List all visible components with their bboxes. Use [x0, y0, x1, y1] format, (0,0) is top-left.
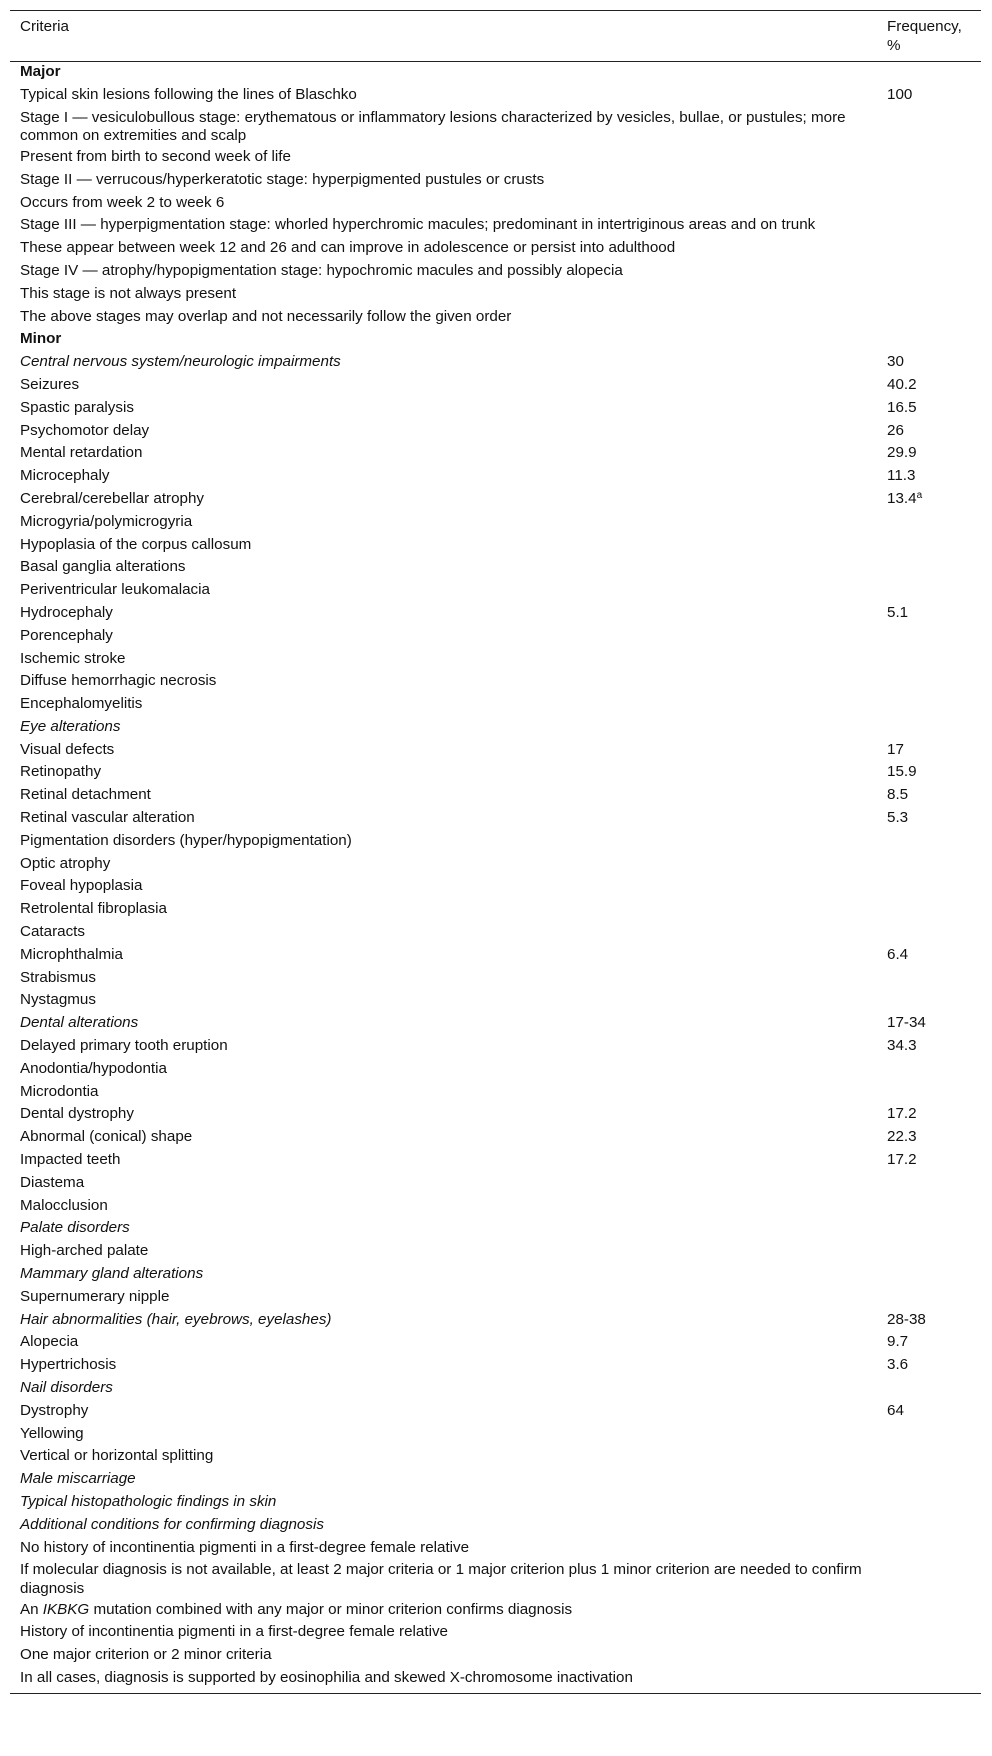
frequency-cell	[877, 147, 981, 170]
table-row	[10, 489, 981, 512]
criteria-cell: Supernumerary nipple	[20, 1287, 170, 1305]
criteria-cell: Typical histopathologic findings in skin	[20, 1492, 277, 1510]
frequency-cell	[877, 785, 981, 808]
criteria-cell: If molecular diagnosis is not available, at least 2 major criteria or 1 major criterion plus 1 minor criterion are needed to confirm diagnosis	[20, 1561, 862, 1597]
criteria-cell: Vertical or horizontal splitting	[20, 1447, 214, 1465]
frequency-value: 30	[887, 353, 904, 371]
frequency-cell	[877, 990, 981, 1013]
table-row	[10, 694, 981, 717]
criteria-cell: Hydrocephaly	[20, 603, 113, 621]
frequency-cell	[877, 740, 981, 763]
header-row	[10, 11, 981, 62]
table-row	[10, 671, 981, 694]
frequency-cell	[877, 1264, 981, 1287]
table-row	[10, 1332, 981, 1355]
criteria-cell: Central nervous system/neurologic impairments	[20, 353, 341, 371]
table-row	[10, 1196, 981, 1219]
criteria-cell: These appear between week 12 and 26 and can improve in adolescence or persist into adulthood	[20, 239, 676, 257]
frequency-value: 22.3	[887, 1128, 917, 1146]
frequency-cell	[877, 535, 981, 558]
table-row	[10, 762, 981, 785]
criteria-cell: Alopecia	[20, 1333, 79, 1351]
frequency-cell	[877, 1622, 981, 1645]
table-row	[10, 1059, 981, 1082]
criteria-cell: Dental alterations	[20, 1014, 139, 1032]
frequency-value: 40.2	[887, 375, 917, 393]
table-row	[10, 443, 981, 466]
subheading-row	[10, 1492, 981, 1515]
table-row	[10, 1082, 981, 1105]
frequency-cell	[877, 945, 981, 968]
frequency-cell	[877, 854, 981, 877]
frequency-cell	[877, 1446, 981, 1469]
criteria-cell: Minor	[20, 330, 62, 348]
criteria-cell: Nail disorders	[20, 1379, 113, 1396]
table-row	[10, 284, 981, 307]
frequency-cell	[877, 512, 981, 535]
frequency-cell	[877, 968, 981, 991]
frequency-cell	[877, 421, 981, 444]
frequency-cell	[877, 626, 981, 649]
frequency-cell	[877, 1355, 981, 1378]
criteria-cell: This stage is not always present	[20, 284, 237, 302]
table-row	[10, 147, 981, 170]
frequency-cell	[877, 170, 981, 193]
criteria-cell: Stage I — vesiculobullous stage: erythematous or inflammatory lesions characterized by vesicles, bullae, or pustules; more common on extremities and scalp	[20, 108, 846, 145]
frequency-value: 17.2	[887, 1151, 917, 1169]
criteria-cell: Dystrophy	[20, 1401, 89, 1419]
section-row	[10, 329, 981, 352]
header-frequency: Frequency, %	[877, 11, 981, 62]
frequency-value: 8.5	[887, 786, 909, 804]
criteria-cell: Retrolental fibroplasia	[20, 900, 167, 918]
criteria-cell: Malocclusion	[20, 1196, 108, 1214]
criteria-cell: Periventricular leukomalacia	[20, 581, 210, 599]
table-row	[10, 1127, 981, 1150]
criteria-table	[10, 10, 981, 1694]
table-row	[10, 899, 981, 922]
table-row	[10, 808, 981, 831]
criteria-cell: Hypertrichosis	[20, 1356, 117, 1374]
table-row	[10, 1538, 981, 1561]
frequency-cell	[877, 1332, 981, 1355]
table-row	[10, 215, 981, 238]
criteria-cell: Dental dystrophy	[20, 1105, 134, 1123]
table-row	[10, 108, 981, 147]
frequency-cell	[877, 1127, 981, 1150]
frequency-cell	[877, 717, 981, 740]
table-row	[10, 1036, 981, 1059]
gene-name: IKBKG	[42, 1600, 90, 1618]
criteria-cell: Cataracts	[20, 923, 85, 941]
subheading-row	[10, 1310, 981, 1333]
frequency-cell	[877, 1469, 981, 1492]
table-row	[10, 421, 981, 444]
criteria-cell: Encephalomyelitis	[20, 695, 143, 713]
frequency-value: 6.4	[887, 945, 909, 963]
table-row	[10, 580, 981, 603]
table-row	[10, 1241, 981, 1264]
frequency-cell	[877, 1645, 981, 1668]
table-row	[10, 876, 981, 899]
criteria-cell: Retinal vascular alteration	[20, 809, 195, 827]
frequency-cell	[877, 398, 981, 421]
criteria-cell: Foveal hypoplasia	[20, 877, 143, 895]
section-row	[10, 62, 981, 85]
frequency-cell	[877, 62, 981, 85]
frequency-cell	[877, 762, 981, 785]
frequency-value: 16.5	[887, 398, 917, 416]
frequency-value: 17	[887, 740, 904, 758]
table-row	[10, 785, 981, 808]
frequency-value: 9.7	[887, 1333, 909, 1351]
criteria-cell: Palate disorders	[20, 1219, 130, 1237]
subheading-row	[10, 1264, 981, 1287]
table-row	[10, 512, 981, 535]
table-row	[10, 1622, 981, 1645]
criteria-cell: Microphthalmia	[20, 945, 123, 963]
criteria-cell: Porencephaly	[20, 626, 113, 644]
frequency-cell	[877, 443, 981, 466]
criteria-cell: Anodontia/hypodontia	[20, 1059, 167, 1077]
frequency-cell	[877, 1059, 981, 1082]
table-row	[10, 170, 981, 193]
frequency-cell	[877, 899, 981, 922]
frequency-cell	[877, 1401, 981, 1424]
criteria-cell: Eye alterations	[20, 717, 121, 735]
table-row	[10, 1600, 981, 1623]
frequency-cell	[877, 238, 981, 261]
criteria-cell: Psychomotor delay	[20, 421, 150, 439]
frequency-value: 26	[887, 421, 904, 439]
footnote-marker: a	[916, 489, 923, 501]
criteria-cell: Basal ganglia alterations	[20, 558, 186, 576]
frequency-cell	[877, 1668, 981, 1693]
subheading-row	[10, 1515, 981, 1538]
criteria-cell: In all cases, diagnosis is supported by eosinophilia and skewed X-chromosome inactivation	[10, 1668, 877, 1693]
table-row	[10, 307, 981, 330]
frequency-cell	[877, 1150, 981, 1173]
table-row	[10, 1645, 981, 1668]
criteria-cell: Yellowing	[20, 1424, 84, 1442]
criteria-cell: Cerebral/cerebellar atrophy	[20, 489, 205, 507]
criteria-cell: Delayed primary tooth eruption	[20, 1037, 228, 1055]
frequency-cell	[877, 1241, 981, 1264]
criteria-cell: Retinal detachment	[20, 786, 151, 804]
criteria-table-container	[10, 10, 981, 1694]
frequency-cell	[877, 876, 981, 899]
frequency-cell	[877, 1104, 981, 1127]
frequency-cell	[877, 1013, 981, 1036]
frequency-cell	[877, 466, 981, 489]
frequency-cell	[877, 1082, 981, 1105]
criteria-cell	[10, 1600, 877, 1623]
frequency-cell	[877, 603, 981, 626]
criteria-cell: Pigmentation disorders (hyper/hypopigmentation)	[20, 831, 352, 849]
frequency-cell	[877, 1492, 981, 1515]
table-row	[10, 557, 981, 580]
table-row	[10, 238, 981, 261]
frequency-cell	[877, 108, 981, 147]
table-row	[10, 990, 981, 1013]
table-row	[10, 1150, 981, 1173]
criteria-cell: Mental retardation	[20, 444, 143, 462]
frequency-cell	[877, 1560, 981, 1599]
criteria-cell: The above stages may overlap and not necessarily follow the given order	[20, 307, 512, 325]
frequency-cell	[877, 649, 981, 672]
frequency-cell	[877, 1196, 981, 1219]
frequency-cell	[877, 307, 981, 330]
frequency-cell	[877, 215, 981, 238]
table-row	[10, 603, 981, 626]
frequency-value: 28-38	[887, 1310, 926, 1328]
frequency-cell	[877, 1378, 981, 1401]
frequency-cell	[877, 261, 981, 284]
subheading-row	[10, 717, 981, 740]
criteria-cell: No history of incontinentia pigmenti in a first-degree female relative	[20, 1538, 470, 1556]
table-row	[10, 398, 981, 421]
frequency-cell	[877, 352, 981, 375]
criteria-cell: Visual defects	[20, 740, 115, 758]
criteria-cell: Diffuse hemorrhagic necrosis	[20, 672, 217, 690]
criteria-cell: One major criterion or 2 minor criteria	[20, 1646, 272, 1664]
criteria-cell: Impacted teeth	[20, 1151, 121, 1169]
frequency-cell	[877, 489, 981, 512]
criteria-cell: Mammary gland alterations	[20, 1265, 204, 1283]
frequency-cell	[877, 1424, 981, 1447]
frequency-value: 34.3	[887, 1037, 917, 1055]
subheading-row	[10, 1218, 981, 1241]
criteria-cell: Hair abnormalities (hair, eyebrows, eyelashes)	[20, 1310, 332, 1328]
table-row	[10, 854, 981, 877]
table-row	[10, 1173, 981, 1196]
table-row	[10, 945, 981, 968]
frequency-cell	[877, 1218, 981, 1241]
table-row	[10, 466, 981, 489]
subheading-row	[10, 1013, 981, 1036]
frequency-cell	[877, 808, 981, 831]
table-row	[10, 261, 981, 284]
criteria-cell: Major	[20, 63, 61, 81]
frequency-cell	[877, 694, 981, 717]
criteria-text: An	[20, 1600, 43, 1618]
criteria-text: mutation combined with any major or minor criterion confirms diagnosis	[89, 1600, 573, 1618]
criteria-cell: Additional conditions for confirming diagnosis	[20, 1515, 324, 1533]
table-row	[10, 85, 981, 108]
frequency-cell	[877, 1515, 981, 1538]
criteria-cell: Nystagmus	[20, 991, 96, 1009]
table-row	[10, 193, 981, 216]
criteria-cell: Retinopathy	[20, 763, 102, 781]
criteria-cell: Hypoplasia of the corpus callosum	[20, 535, 252, 553]
criteria-cell: Optic atrophy	[20, 854, 111, 872]
criteria-cell: Stage II — verrucous/hyperkeratotic stage: hyperpigmented pustules or crusts	[20, 170, 545, 188]
table-row	[10, 626, 981, 649]
criteria-cell: Stage IV — atrophy/hypopigmentation stage: hypochromic macules and possibly alopecia	[20, 261, 623, 279]
table-row	[10, 1287, 981, 1310]
frequency-value: 3.6	[887, 1356, 909, 1374]
criteria-cell: Male miscarriage	[20, 1470, 136, 1488]
frequency-cell	[877, 1310, 981, 1333]
table-row	[10, 1668, 981, 1693]
frequency-value: 5.3	[887, 809, 909, 827]
table-row	[10, 1424, 981, 1447]
table-row	[10, 1560, 981, 1599]
criteria-cell: Ischemic stroke	[20, 649, 126, 667]
table-row	[10, 1446, 981, 1469]
frequency-cell	[877, 557, 981, 580]
criteria-cell: High-arched palate	[20, 1242, 149, 1260]
frequency-value: 11.3	[887, 467, 916, 485]
criteria-cell: Occurs from week 2 to week 6	[20, 193, 225, 211]
frequency-cell	[877, 85, 981, 108]
criteria-cell: Strabismus	[20, 968, 96, 986]
frequency-cell	[877, 193, 981, 216]
criteria-cell: Stage III — hyperpigmentation stage: whorled hyperchromic macules; predominant in intertriginous areas and on trunk	[20, 216, 816, 234]
frequency-value: 5.1	[887, 603, 909, 621]
frequency-cell	[877, 1036, 981, 1059]
criteria-cell: History of incontinentia pigmenti in a first-degree female relative	[20, 1623, 448, 1641]
header-criteria: Criteria	[10, 11, 877, 62]
table-row	[10, 649, 981, 672]
frequency-value: 13.4	[887, 489, 917, 507]
subheading-row	[10, 1378, 981, 1401]
frequency-cell	[877, 1600, 981, 1623]
frequency-cell	[877, 1287, 981, 1310]
table-row	[10, 535, 981, 558]
criteria-cell: Diastema	[20, 1173, 85, 1191]
table-row	[10, 375, 981, 398]
table-header	[10, 11, 981, 62]
criteria-cell: Abnormal (conical) shape	[20, 1128, 193, 1146]
frequency-cell	[877, 375, 981, 398]
criteria-cell: Microgyria/polymicrogyria	[20, 512, 193, 530]
frequency-cell	[877, 831, 981, 854]
table-row	[10, 831, 981, 854]
frequency-value: 64	[887, 1401, 904, 1419]
frequency-cell	[877, 1538, 981, 1561]
frequency-cell	[877, 671, 981, 694]
subheading-row	[10, 352, 981, 375]
criteria-cell: Typical skin lesions following the lines of Blaschko	[20, 85, 357, 103]
table-body	[10, 62, 981, 1694]
criteria-cell: Microdontia	[20, 1082, 99, 1100]
frequency-cell	[877, 580, 981, 603]
criteria-cell: Seizures	[20, 375, 80, 393]
table-row	[10, 740, 981, 763]
frequency-cell	[877, 329, 981, 352]
frequency-value: 17.2	[887, 1105, 917, 1123]
table-row	[10, 968, 981, 991]
frequency-value: 17-34	[887, 1014, 926, 1032]
subheading-row	[10, 1469, 981, 1492]
table-row	[10, 1104, 981, 1127]
criteria-cell: Present from birth to second week of life	[20, 147, 291, 165]
table-row	[10, 922, 981, 945]
table-row	[10, 1355, 981, 1378]
criteria-cell: Microcephaly	[20, 467, 110, 485]
criteria-cell: Spastic paralysis	[20, 398, 134, 416]
frequency-cell	[877, 922, 981, 945]
frequency-cell	[877, 1173, 981, 1196]
frequency-cell	[877, 284, 981, 307]
frequency-value: 15.9	[887, 763, 917, 781]
table-row	[10, 1401, 981, 1424]
frequency-value: 29.9	[887, 444, 917, 462]
frequency-value: 100	[887, 85, 913, 103]
